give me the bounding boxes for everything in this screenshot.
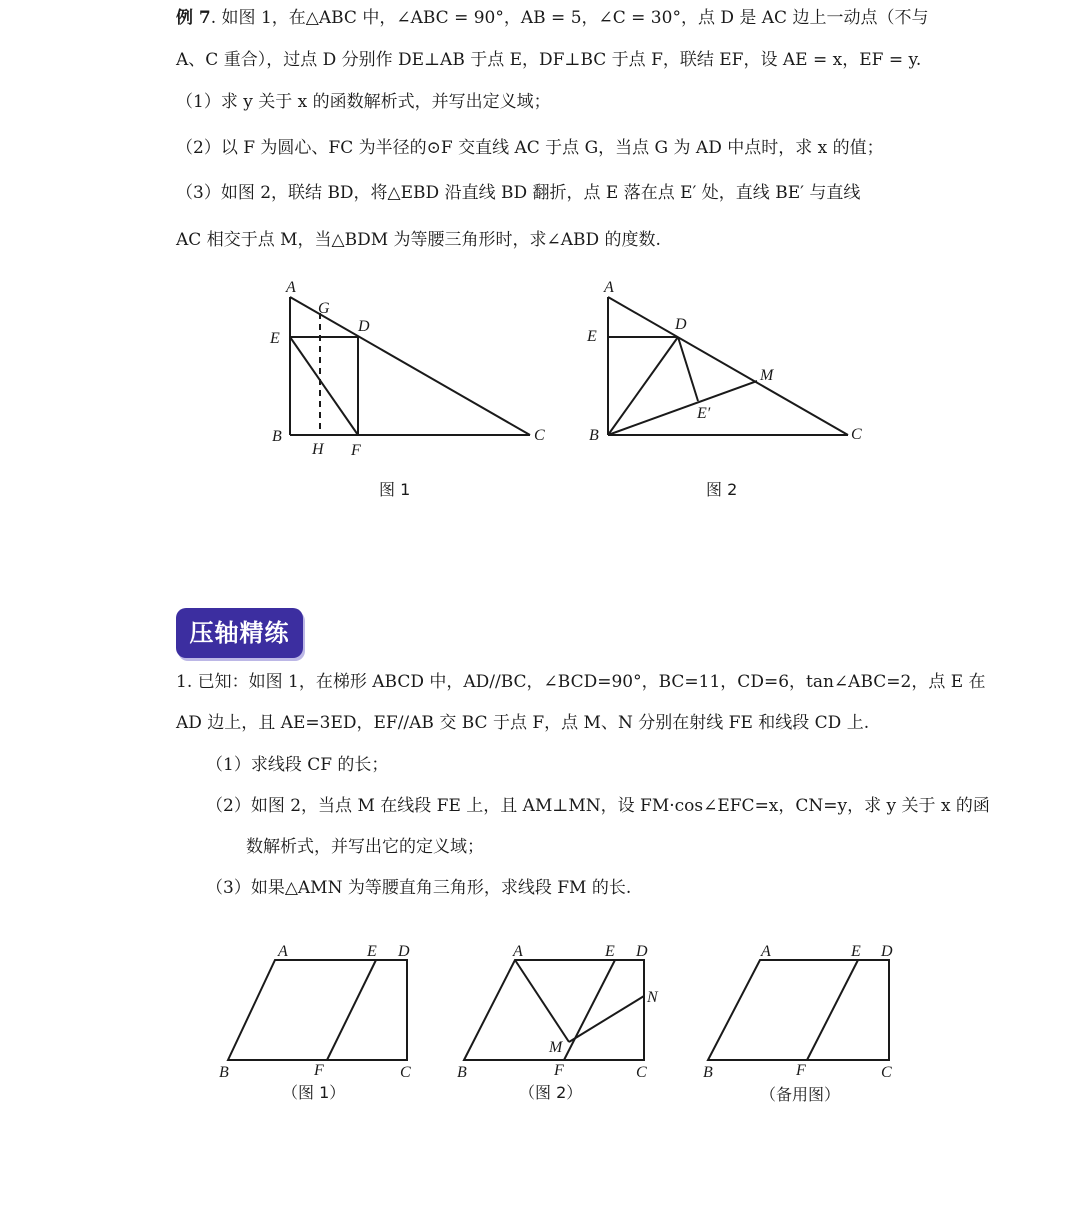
p1f1-label-C: C [400,1064,411,1081]
fig1-label-D: D [358,318,370,335]
problem1-figure-1 [219,943,411,1102]
p1f3-label-E: E [851,943,861,960]
section-title: 压轴精练 [189,619,290,647]
p1f2-label-N: N [647,989,658,1006]
problem1-question-1: （1）求线段 CF 的长； [206,755,389,775]
fig1-label-E: E [270,330,280,347]
example-label: 例 7 [176,8,211,28]
fig2-label-E: E [587,328,597,345]
fig1-label-F: F [351,442,361,459]
fig1-label-C: C [534,427,545,444]
problem1-line-2: AD 边上，且 AE=3ED，EF//AB 交 BC 于点 F，点 M、N 分别在射线 FE 和线段 CD 上. [176,713,870,733]
p1f1-caption: （图 1） [282,1083,346,1102]
p1f2-label-A: A [513,943,523,960]
fig2-label-C: C [851,426,862,443]
fig2-label-D: D [675,316,687,333]
p1f1-label-D: D [398,943,410,960]
fig2-caption: 图 2 [706,480,738,499]
p1f2-label-B: B [457,1064,467,1081]
p1f3-label-D: D [881,943,893,960]
fig2-label-E-prime: E′ [697,405,711,422]
example7-question-3: （3）如图 2，联结 BD，将△EBD 沿直线 BD 翻折，点 E 落在点 E′ 处，直线 BE′ 与直线 [176,183,861,203]
fig2-label-M: M [760,367,774,384]
example7-question-2: （2）以 F 为圆心、FC 为半径的⊙F 交直线 AC 于点 G，当点 G 为 AD 中点时，求 x 的值； [176,138,884,158]
fig2-label-B: B [589,427,599,444]
problem1-figure-2 [457,943,659,1102]
example7-line-6: AC 相交于点 M，当△BDM 为等腰三角形时，求∠ABD 的度数. [176,230,661,250]
problem1-question-2: （2）如图 2，当点 M 在线段 FE 上，且 AM⊥MN，设 FM·cos∠EFC=x，CN=y，求 y 关于 x 的函 [206,796,990,816]
p1f1-label-B: B [219,1064,229,1081]
p1f2-label-M: M [549,1039,563,1056]
fig1-label-G: G [318,300,330,317]
fig1-label-A: A [286,279,296,296]
problem1-backup-figure [703,943,893,1104]
p1f2-label-F: F [554,1062,564,1079]
example7-figure-2 [586,279,862,499]
p1f3-label-B: B [703,1064,713,1081]
p1f3-caption: （备用图） [760,1085,841,1104]
p1f2-label-C: C [636,1064,647,1081]
p1f1-label-F: F [314,1062,324,1079]
example7-line-2: A、C 重合），过点 D 分别作 DE⊥AB 于点 E，DF⊥BC 于点 F，联结 EF，设 AE = x，EF = y. [176,50,922,70]
problem1-question-2-cont: 数解析式，并写出它的定义域； [246,837,484,857]
fig1-label-H: H [312,441,324,458]
p1f2-label-E: E [605,943,615,960]
p1f2-label-D: D [636,943,648,960]
p1f3-label-C: C [881,1064,892,1081]
problem1-question-3: （3）如果△AMN 为等腰直角三角形，求线段 FM 的长. [206,878,632,898]
p1f3-label-A: A [761,943,771,960]
fig1-label-B: B [272,428,282,445]
example7-figure-1 [269,279,545,499]
example7-line-1-text: . 如图 1，在△ABC 中，∠ABC = 90°，AB = 5，∠C = 30°，点 D 是 AC 边上一动点（不与 [210,8,929,28]
p1f2-caption: （图 2） [519,1083,583,1102]
fig1-caption: 图 1 [379,480,411,499]
example7-question-1: （1）求 y 关于 x 的函数解析式，并写出定义域； [176,92,551,112]
problem1-line-1: 1. 已知：如图 1，在梯形 ABCD 中，AD//BC，∠BCD=90°，BC=11，CD=6，tan∠ABC=2，点 E 在 [176,672,986,692]
p1f3-label-F: F [796,1062,806,1079]
p1f1-label-E: E [367,943,377,960]
fig2-label-A: A [604,279,614,296]
p1f1-label-A: A [278,943,288,960]
